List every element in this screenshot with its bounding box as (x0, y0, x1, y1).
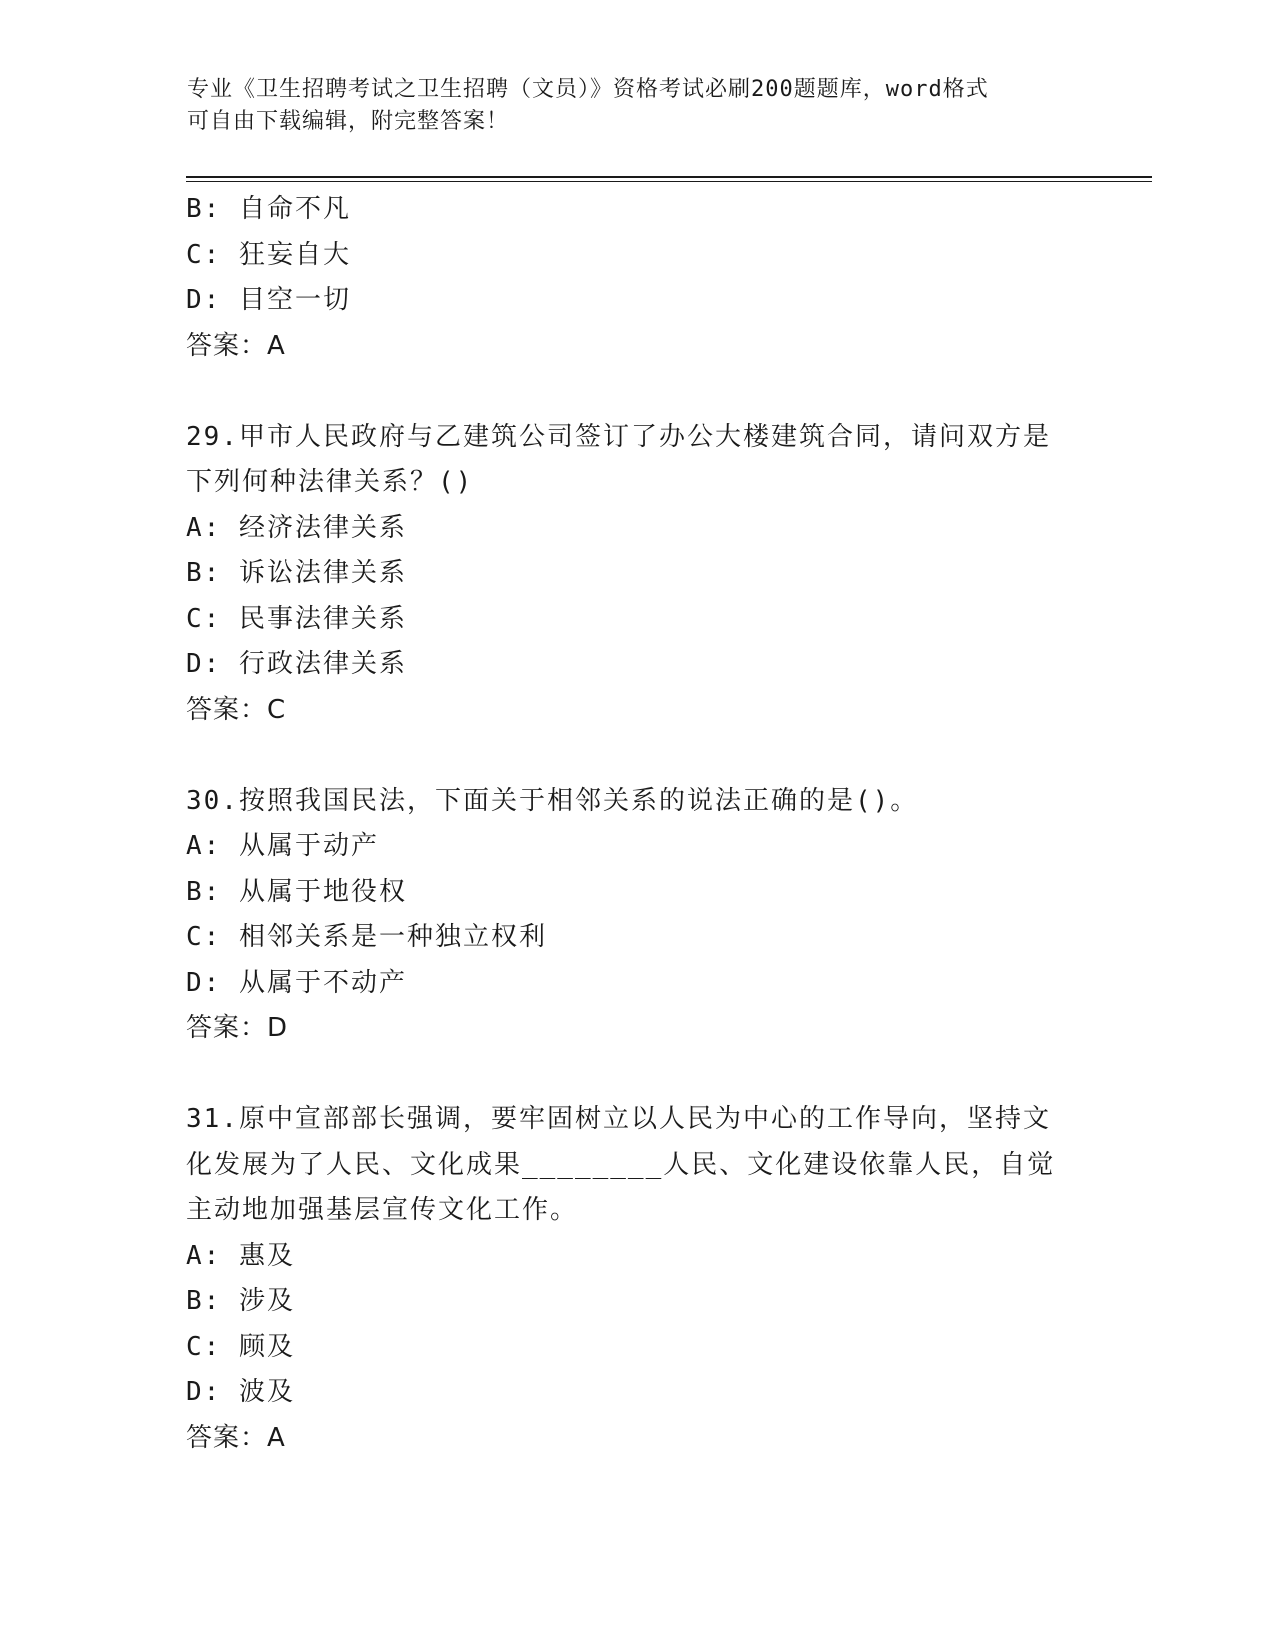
option-c: C: 顾及 (186, 1331, 295, 1362)
option-a: A: 经济法律关系 (186, 512, 407, 543)
option-b: B: 从属于地役权 (186, 876, 407, 907)
option-b: B: 涉及 (186, 1286, 295, 1316)
question-block-30 (186, 779, 1086, 1052)
option-c: C: 狂妄自大 (186, 239, 351, 270)
spacer (186, 733, 1086, 779)
option-a: A: 从属于动产 (186, 831, 379, 861)
question-text: 化发展为了人民、文化成果________人民、文化建设依靠人民，自觉 (186, 1149, 1056, 1180)
answer-line: 答案：A (186, 1422, 286, 1453)
option-a: A: 惠及 (186, 1240, 295, 1271)
header-line-1: 专业《卫生招聘考试之卫生招聘（文员）》资格考试必刷200题题库，word格式 (187, 77, 989, 102)
document-header (187, 74, 1067, 138)
question-block-prev (186, 187, 1086, 369)
answer-line: 答案：A (186, 330, 286, 361)
option-d: D: 从属于不动产 (186, 967, 407, 998)
answer-line: 答案：C (186, 694, 287, 725)
header-divider-thin (186, 181, 1152, 182)
option-b: B: 诉讼法律关系 (186, 558, 407, 588)
answer-line: 答案：D (186, 1013, 289, 1043)
question-text: 29.甲市人民政府与乙建筑公司签订了办公大楼建筑合同，请问双方是 (186, 421, 1051, 452)
header-divider (186, 176, 1152, 178)
question-text: 30.按照我国民法，下面关于相邻关系的说法正确的是()。 (186, 785, 919, 816)
option-b: B: 自命不凡 (186, 194, 351, 224)
question-text: 31.原中宣部部长强调，要牢固树立以人民为中心的工作导向，坚持文 (186, 1104, 1051, 1134)
spacer (186, 369, 1086, 415)
question-block-31 (186, 1097, 1086, 1461)
spacer (186, 1052, 1086, 1098)
option-d: D: 波及 (186, 1377, 295, 1407)
question-list (186, 187, 1086, 1461)
question-text: 下列何种法律关系？() (186, 467, 474, 497)
question-block-29 (186, 415, 1086, 734)
option-c: C: 相邻关系是一种独立权利 (186, 922, 547, 952)
option-c: C: 民事法律关系 (186, 603, 407, 634)
header-line-2: 可自由下载编辑，附完整答案！ (187, 109, 510, 134)
option-d: D: 目空一切 (186, 285, 351, 315)
option-d: D: 行政法律关系 (186, 649, 407, 679)
question-text: 主动地加强基层宣传文化工作。 (186, 1195, 579, 1225)
